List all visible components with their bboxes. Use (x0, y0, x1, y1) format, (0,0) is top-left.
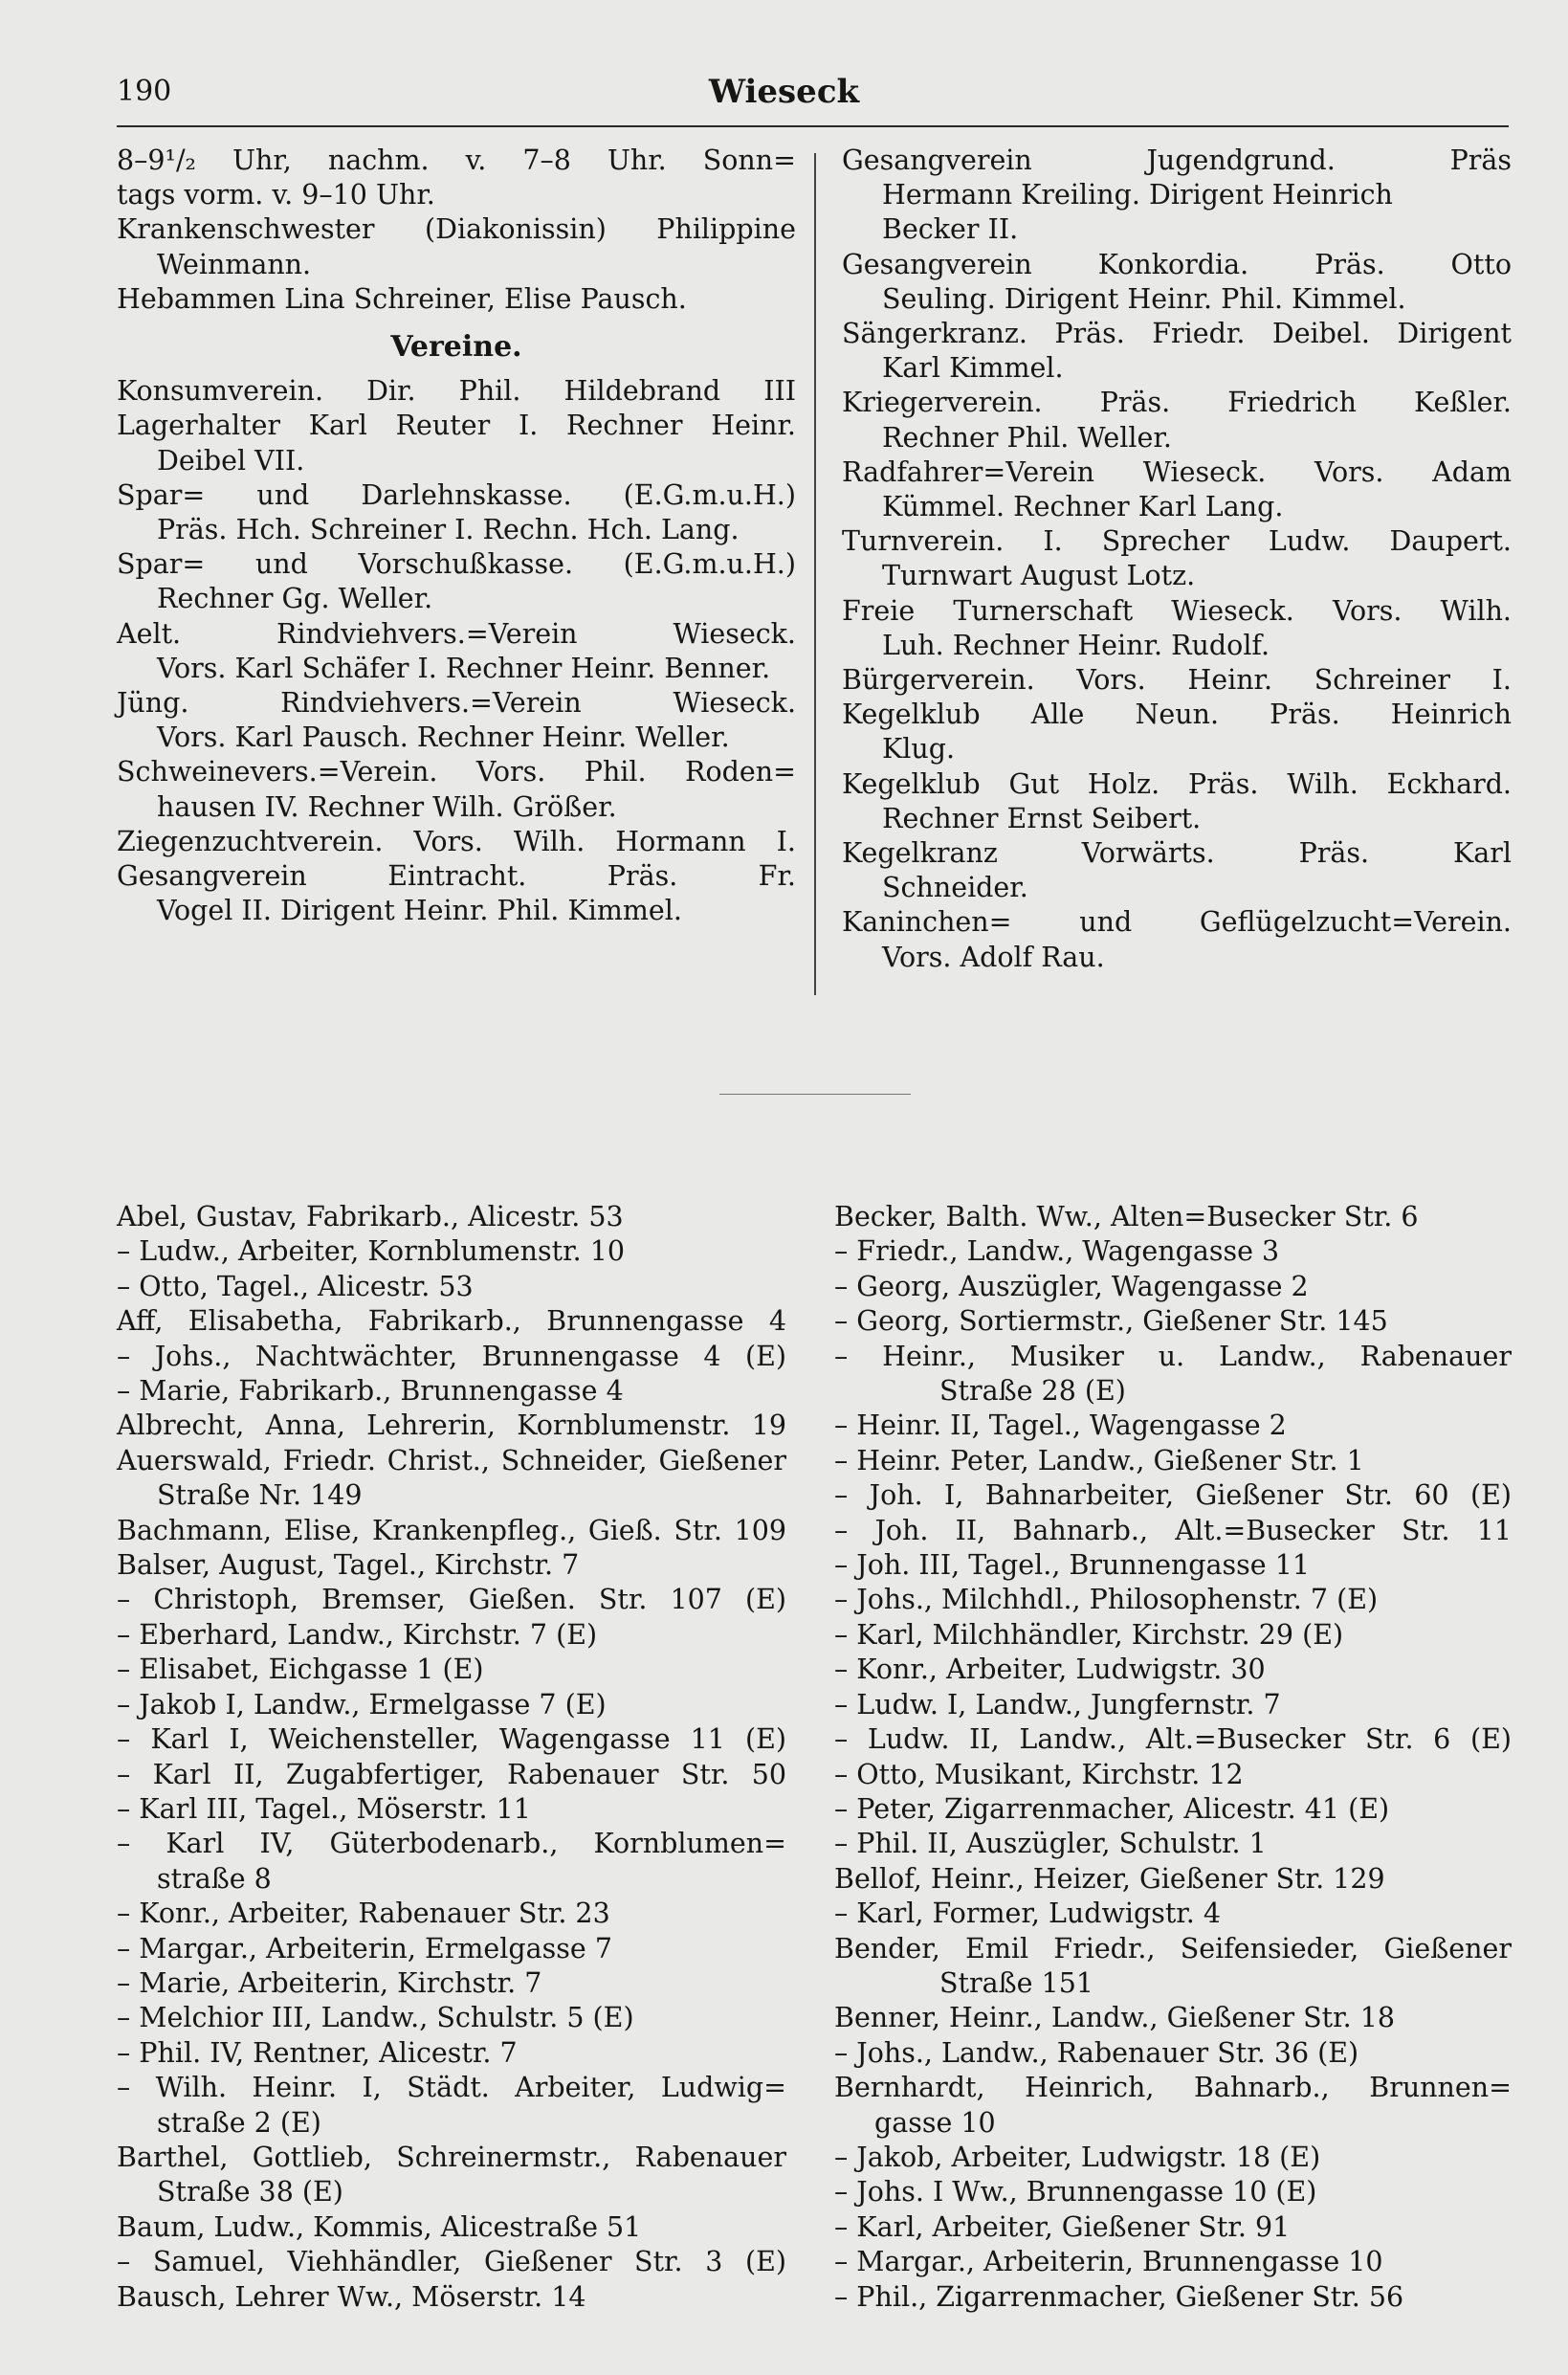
text-line: Turnwart August Lotz. (882, 560, 1196, 592)
text-line: Benner, Heinr., Landw., Gießener Str. 18 (834, 2002, 1395, 2034)
text-line: Ziegenzuchtverein. Vors. Wilh. Hormann I. (117, 825, 796, 857)
text-line: Deibel VII. (157, 444, 305, 477)
text-line: – Johs. I Ww., Brunnengasse 10 (E) (834, 2176, 1317, 2209)
text-line: – Karl, Former, Ludwigstr. 4 (834, 1898, 1222, 1930)
section-heading: Vereine. (390, 330, 522, 365)
text-line: – Heinr., Musiker u. Landw., Rabenauer (834, 1340, 1512, 1372)
text-line: Straße 38 (E) (157, 2176, 343, 2209)
text-line: – Karl IV, Güterbodenarb., Kornblumen= (117, 1828, 786, 1860)
text-line: Becker II. (882, 213, 1019, 246)
text-line: Bellof, Heinr., Heizer, Gießener Str. 129 (834, 1862, 1385, 1895)
text-line: Aff, Elisabetha, Fabrikarb., Brunnengasse 4 (117, 1305, 786, 1338)
text-line: – Karl, Milchhändler, Kirchstr. 29 (E) (834, 1618, 1344, 1651)
text-line: Bachmann, Elise, Krankenpfleg., Gieß. Str. 109 (117, 1514, 786, 1546)
text-line: Lagerhalter Karl Reuter I. Rechner Heinr. (117, 410, 796, 442)
text-line: – Phil., Zigarrenmacher, Gießener Str. 56 (834, 2280, 1404, 2313)
text-line: – Friedr., Landw., Wagengasse 3 (834, 1235, 1280, 1268)
text-line: Schneider. (882, 872, 1028, 904)
text-line: Bender, Emil Friedr., Seifensieder, Gießener (834, 1932, 1512, 1964)
text-line: – Georg, Auszügler, Wagengasse 2 (834, 1270, 1309, 1302)
text-line: Freie Turnerschaft Wieseck. Vors. Wilh. (842, 594, 1512, 627)
text-line: Spar= und Darlehnskasse. (E.G.m.u.H.) (117, 478, 796, 511)
text-line: – Phil. II, Auszügler, Schulstr. 1 (834, 1828, 1267, 1860)
text-line: – Ludw. II, Landw., Alt.=Busecker Str. 6 (E) (834, 1723, 1512, 1756)
text-line: – Samuel, Viehhändler, Gießener Str. 3 (E) (117, 2246, 786, 2278)
text-line: Kegelklub Gut Holz. Präs. Wilh. Eckhard. (842, 767, 1512, 800)
text-line: Hebammen Lina Schreiner, Elise Pausch. (117, 282, 687, 315)
text-line: – Joh. III, Tagel., Brunnengasse 11 (834, 1549, 1310, 1582)
text-line: Krankenschwester (Diakonissin) Philippine (117, 213, 796, 246)
text-line: gasse 10 (874, 2106, 996, 2139)
text-line: Aelt. Rindviehvers.=Verein Wieseck. (117, 617, 796, 650)
text-line: – Karl III, Tagel., Möserstr. 11 (117, 1792, 531, 1825)
text-line: – Jakob I, Landw., Ermelgasse 7 (E) (117, 1688, 607, 1720)
column-residents-right (834, 1200, 1512, 2315)
text-line: Präs. Hch. Schreiner I. Rechn. Hch. Lang. (157, 514, 740, 546)
text-line: – Johs., Landw., Rabenauer Str. 36 (E) (834, 2036, 1359, 2069)
text-line: straße 2 (E) (157, 2106, 321, 2139)
text-line: Hermann Kreiling. Dirigent Heinrich (882, 179, 1393, 211)
text-line: Kegelklub Alle Neun. Präs. Heinrich (842, 699, 1512, 731)
text-line: – Marie, Arbeiterin, Kirchstr. 7 (117, 1966, 542, 1999)
text-line: Abel, Gustav, Fabrikarb., Alicestr. 53 (117, 1201, 624, 1232)
text-line: Gesangverein Jugendgrund. Präs (842, 144, 1512, 176)
text-line: Vors. Adolf Rau. (882, 941, 1105, 973)
text-line: – Christoph, Bremser, Gießen. Str. 107 (E) (117, 1584, 786, 1616)
text-line: Karl Kimmel. (882, 352, 1064, 385)
text-line: – Ludw. I, Landw., Jungfernstr. 7 (834, 1688, 1281, 1720)
text-line: Sängerkranz. Präs. Friedr. Deibel. Dirigent (842, 318, 1512, 350)
text-line: Albrecht, Anna, Lehrerin, Kornblumenstr. 19 (117, 1409, 786, 1442)
text-line: – Margar., Arbeiterin, Ermelgasse 7 (117, 1932, 612, 1964)
text-line: Barthel, Gottlieb, Schreinermstr., Rabenauer (117, 2141, 786, 2173)
text-line: – Karl I, Weichensteller, Wagengasse 11 (E) (117, 1723, 786, 1756)
text-line: – Melchior III, Landw., Schulstr. 5 (E) (117, 2002, 634, 2034)
text-line: Kegelkranz Vorwärts. Präs. Karl (842, 837, 1512, 870)
text-line: Weinmann. (157, 248, 312, 280)
page-number: 190 (117, 75, 172, 108)
text-line: Rechner Phil. Weller. (882, 421, 1172, 454)
text-line: Radfahrer=Verein Wieseck. Vors. Adam (842, 455, 1512, 488)
text-line: – Heinr. II, Tagel., Wagengasse 2 (834, 1409, 1287, 1442)
text-line: – Joh. II, Bahnarb., Alt.=Busecker Str. 11 (834, 1514, 1512, 1546)
text-line: – Peter, Zigarrenmacher, Alicestr. 41 (E) (834, 1792, 1390, 1825)
text-line: tags vorm. v. 9–10 Uhr. (117, 179, 435, 211)
text-line: 8–9¹/₂ Uhr, nachm. v. 7–8 Uhr. Sonn= (117, 144, 796, 176)
text-line: – Karl II, Zugabfertiger, Rabenauer Str. 50 (117, 1758, 786, 1790)
column-divider (814, 153, 816, 995)
text-line: Baum, Ludw., Kommis, Alicestraße 51 (117, 2210, 642, 2243)
text-line: Kaninchen= und Geflügelzucht=Verein. (842, 906, 1512, 939)
column-residents-left (117, 1200, 786, 2315)
text-line: Turnverein. I. Sprecher Ludw. Daupert. (842, 525, 1512, 558)
text-line: Spar= und Vorschußkasse. (E.G.m.u.H.) (117, 548, 796, 581)
text-line: Bernhardt, Heinrich, Bahnarb., Brunnen= (834, 2072, 1512, 2104)
text-line: Balser, August, Tagel., Kirchstr. 7 (117, 1549, 580, 1582)
text-line: Bausch, Lehrer Ww., Möserstr. 14 (117, 2280, 586, 2313)
text-line: – Johs., Nachtwächter, Brunnengasse 4 (E) (117, 1340, 786, 1372)
text-line: Straße 28 (E) (939, 1375, 1126, 1408)
section-rule (719, 1094, 911, 1095)
text-line: Luh. Rechner Heinr. Rudolf. (882, 629, 1270, 661)
text-line: – Jakob, Arbeiter, Ludwigstr. 18 (E) (834, 2141, 1321, 2173)
text-line: – Eberhard, Landw., Kirchstr. 7 (E) (117, 1618, 598, 1651)
text-line: – Margar., Arbeiterin, Brunnengasse 10 (834, 2246, 1383, 2278)
text-line: – Georg, Sortiermstr., Gießener Str. 145 (834, 1305, 1388, 1338)
text-line: – Konr., Arbeiter, Ludwigstr. 30 (834, 1654, 1266, 1686)
text-line: – Otto, Tagel., Alicestr. 53 (117, 1270, 474, 1302)
text-line: – Johs., Milchhdl., Philosophenstr. 7 (E) (834, 1584, 1379, 1616)
text-line: – Konr., Arbeiter, Rabenauer Str. 23 (117, 1898, 610, 1930)
text-line: Auerswald, Friedr. Christ., Schneider, Gießener (117, 1444, 786, 1476)
text-line: – Ludw., Arbeiter, Kornblumenstr. 10 (117, 1235, 625, 1268)
text-line: Becker, Balth. Ww., Alten=Busecker Str. 6 (834, 1201, 1419, 1232)
text-line: – Heinr. Peter, Landw., Gießener Str. 1 (834, 1444, 1364, 1476)
text-line: Vors. Karl Pausch. Rechner Heinr. Weller. (157, 721, 730, 754)
text-line: Kriegerverein. Präs. Friedrich Keßler. (842, 387, 1512, 419)
text-line: Vors. Karl Schäfer I. Rechner Heinr. Benner. (157, 652, 771, 684)
text-line: hausen IV. Rechner Wilh. Größer. (157, 790, 617, 823)
text-line: Vogel II. Dirigent Heinr. Phil. Kimmel. (157, 895, 682, 927)
text-line: Schweinevers.=Verein. Vors. Phil. Roden= (117, 756, 796, 788)
text-line: – Karl, Arbeiter, Gießener Str. 91 (834, 2210, 1291, 2243)
text-line: Gesangverein Konkordia. Präs. Otto (842, 248, 1512, 280)
column-vereine-right (842, 144, 1512, 975)
text-line: – Elisabet, Eichgasse 1 (E) (117, 1654, 484, 1686)
text-line: Kümmel. Rechner Karl Lang. (882, 491, 1284, 523)
text-line: Konsumverein. Dir. Phil. Hildebrand III (117, 375, 796, 408)
header-rule (117, 125, 1509, 127)
text-line: – Marie, Fabrikarb., Brunnengasse 4 (117, 1375, 624, 1408)
column-vereine-left (117, 144, 796, 928)
text-line: straße 8 (157, 1862, 272, 1895)
running-head: Wieseck (708, 73, 860, 111)
text-line: Rechner Gg. Weller. (157, 583, 433, 615)
text-line: – Joh. I, Bahnarbeiter, Gießener Str. 60 (E) (834, 1479, 1512, 1512)
text-line: Straße Nr. 149 (157, 1479, 363, 1512)
text-line: Jüng. Rindviehvers.=Verein Wieseck. (117, 687, 796, 720)
text-line: – Wilh. Heinr. I, Städt. Arbeiter, Ludwig= (117, 2072, 786, 2104)
text-line: Rechner Ernst Seibert. (882, 802, 1202, 834)
text-line: Straße 151 (939, 1966, 1093, 1999)
text-line: Bürgerverein. Vors. Heinr. Schreiner I. (842, 664, 1512, 697)
text-line: – Otto, Musikant, Kirchstr. 12 (834, 1758, 1244, 1790)
text-line: Gesangverein Eintracht. Präs. Fr. (117, 860, 796, 893)
text-line: – Phil. IV, Rentner, Alicestr. 7 (117, 2036, 518, 2069)
text-line: Seuling. Dirigent Heinr. Phil. Kimmel. (882, 282, 1406, 315)
text-line: Klug. (882, 733, 956, 766)
